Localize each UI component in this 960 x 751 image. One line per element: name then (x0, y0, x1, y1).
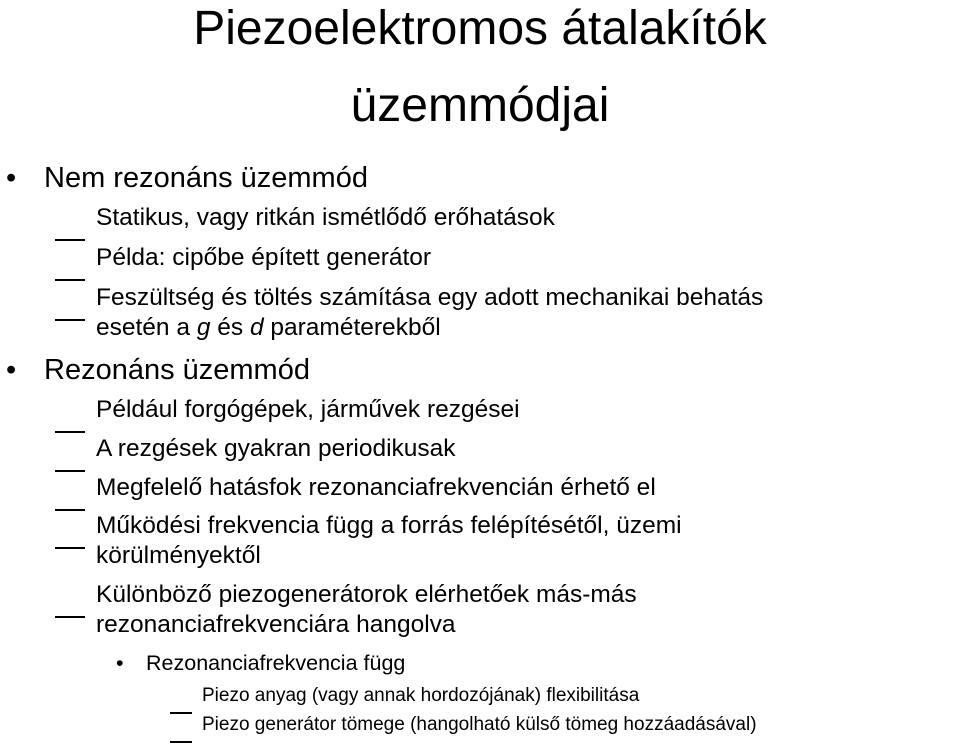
dash-icon (55, 527, 85, 557)
dash-icon (55, 299, 85, 329)
section-heading: Nem rezonáns üzemmód (44, 162, 368, 194)
dash-icon (170, 725, 192, 751)
dash-icon (55, 219, 85, 249)
dash-icon (55, 411, 85, 441)
section-heading: Rezonáns üzemmód (44, 354, 310, 386)
dash-icon (55, 259, 85, 289)
title-line-1: Piezoelektromos átalakítók (193, 2, 767, 55)
dash-icon (55, 489, 85, 519)
dash-icon (55, 596, 85, 626)
dash-icon (55, 450, 85, 480)
bullet-dot-icon: • (116, 651, 124, 675)
bullet-dot-icon: • (6, 354, 17, 386)
dash-icon (170, 696, 192, 722)
slide-title (0, 3, 960, 132)
title-line-2: üzemmódjai (350, 79, 610, 132)
bullet-dot-icon: • (6, 162, 17, 194)
